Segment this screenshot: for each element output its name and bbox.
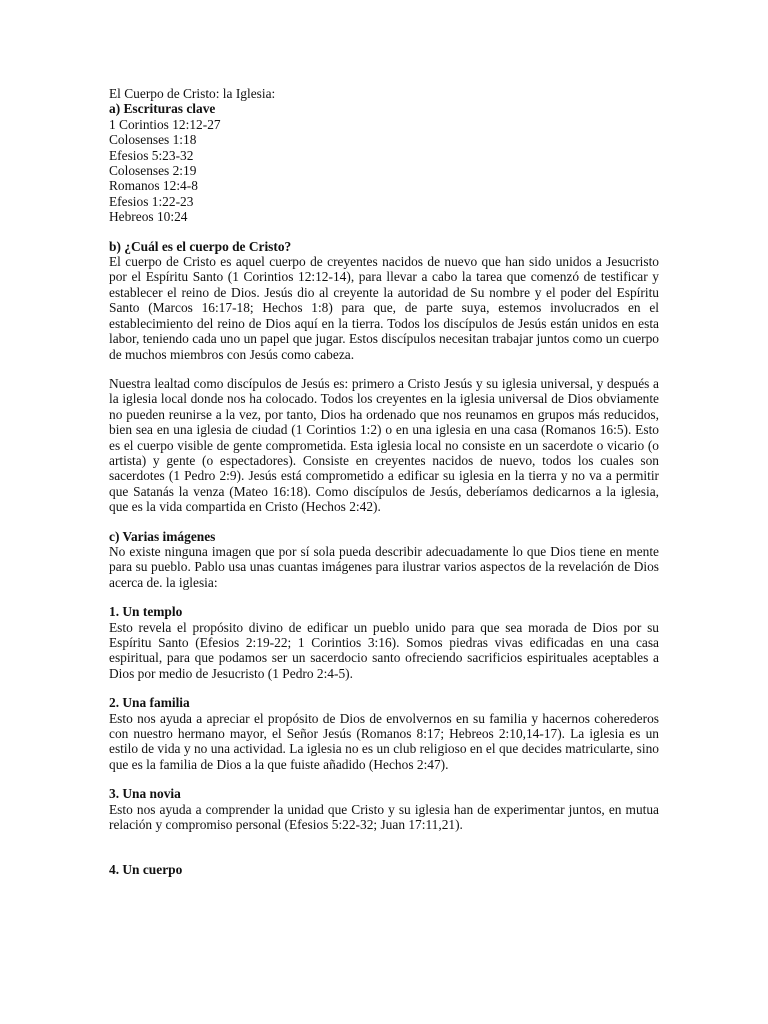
subsection-1-paragraph: Esto revela el propósito divino de edificar un pueblo unido para que sea morada de Dios por su Espíritu Santo (Efesios 2:19-22; 1 Corintios 3:16). Somos piedras vivas edificadas en una casa espiritual, para que podamos ser un sacerdocio santo ofreciendo sacrificios espirituales aceptables a Dios por medio de Jesucristo (1 Pedro 2:4-5). [109, 619, 659, 681]
scripture-ref: Hebreos 10:24 [109, 209, 188, 225]
spacer [109, 515, 659, 529]
spacer [109, 681, 659, 695]
scripture-ref: Colosenses 2:19 [109, 163, 197, 179]
document-title: El Cuerpo de Cristo: la Iglesia: [109, 86, 276, 101]
spacer [109, 772, 659, 786]
spacer [109, 590, 659, 604]
section-b-paragraph-1: El cuerpo de Cristo es aquel cuerpo de creyentes nacidos de nuevo que han sido unidos a Jesucristo por el Espíritu Santo (1 Corintios 12:12-14), para llevar a cabo la tarea que comenzó de testificar y establecer el reino de Dios. Jesús dio al creyente la autoridad de Su nombre y el poder del Espíritu Santo (Marcos 16:17-18; Hechos 1:8) para que, de parte suya, estemos involucrados en el establecimiento del reino de Dios aquí en la tierra. Todos los discípulos de Jesús están unidos en esta labor, teniendo cada uno un papel que jugar. Estos discípulos necesitan trabajar juntos como un cuerpo de muchos miembros con Jesús como cabeza. [109, 254, 659, 362]
section-a-heading: a) Escrituras clave [109, 101, 216, 117]
scripture-ref: 1 Corintios 12:12-27 [109, 116, 221, 132]
document-body [109, 86, 659, 878]
spacer [109, 362, 659, 376]
section-b-heading: b) ¿Cuál es el cuerpo de Cristo? [109, 238, 292, 254]
section-b-paragraph-2: Nuestra lealtad como discípulos de Jesús es: primero a Cristo Jesús y su iglesia universal, y después a la iglesia local donde nos ha colocado. Todos los creyentes en la iglesia universal de Dios obviamente no pueden reunirse a la vez, por tanto, Dios ha ordenado que nos reunamos en grupos más reducidos, bien sea en una iglesia de ciudad (1 Corintios 1:2) o en una iglesia en una casa (Romanos 16:5). Esto es el cuerpo visible de gente comprometida. Esta iglesia local no consiste en un sacerdote o vicario (o artista) y gente (o espectadores). Consiste en creyentes nacidos de nuevo, todos los cuales son sacerdotes (1 Pedro 2:9). Jesús está comprometido a edificar su iglesia en la tierra y no va a permitir que Satanás la venza (Mateo 16:18). Como discípulos de Jesús, deberíamos dedicarnos a la iglesia, que es la vida compartida en Cristo (Hechos 2:42). [109, 375, 659, 515]
spacer [109, 225, 659, 239]
scripture-ref: Efesios 5:23-32 [109, 147, 194, 163]
section-c-heading: c) Varias imágenes [109, 528, 216, 544]
scripture-ref: Romanos 12:4-8 [109, 178, 198, 194]
scripture-ref: Colosenses 1:18 [109, 132, 197, 148]
subsection-3-paragraph: Esto nos ayuda a comprender la unidad que Cristo y su iglesia han de experimentar juntos, en mutua relación y compromiso personal (Efesios 5:22-32; Juan 17:11,21). [109, 801, 659, 833]
section-c-paragraph: No existe ninguna imagen que por sí sola pueda describir adecuadamente lo que Dios tiene en mente para su pueblo. Pablo usa unas cuantas imágenes para ilustrar varios aspectos de la revelación de Dios acerca de. la iglesia: [109, 543, 659, 590]
subsection-3-heading: 3. Una novia [109, 786, 181, 802]
spacer [109, 832, 659, 862]
subsection-2-paragraph: Esto nos ayuda a apreciar el propósito de Dios de envolvernos en su familia y hacernos coherederos con nuestro hermano mayor, el Señor Jesús (Romanos 8:17; Hebreos 2:10,14-17). La iglesia es un estilo de vida y no una actividad. La iglesia no es un club religioso en el que decides matricularte, sino que es la familia de Dios a la que fuiste añadido (Hechos 2:47). [109, 710, 659, 772]
subsection-1-heading: 1. Un templo [109, 604, 183, 620]
scripture-ref: Efesios 1:22-23 [109, 193, 194, 209]
subsection-2-heading: 2. Una familia [109, 695, 190, 711]
subsection-4-heading: 4. Un cuerpo [109, 862, 183, 878]
